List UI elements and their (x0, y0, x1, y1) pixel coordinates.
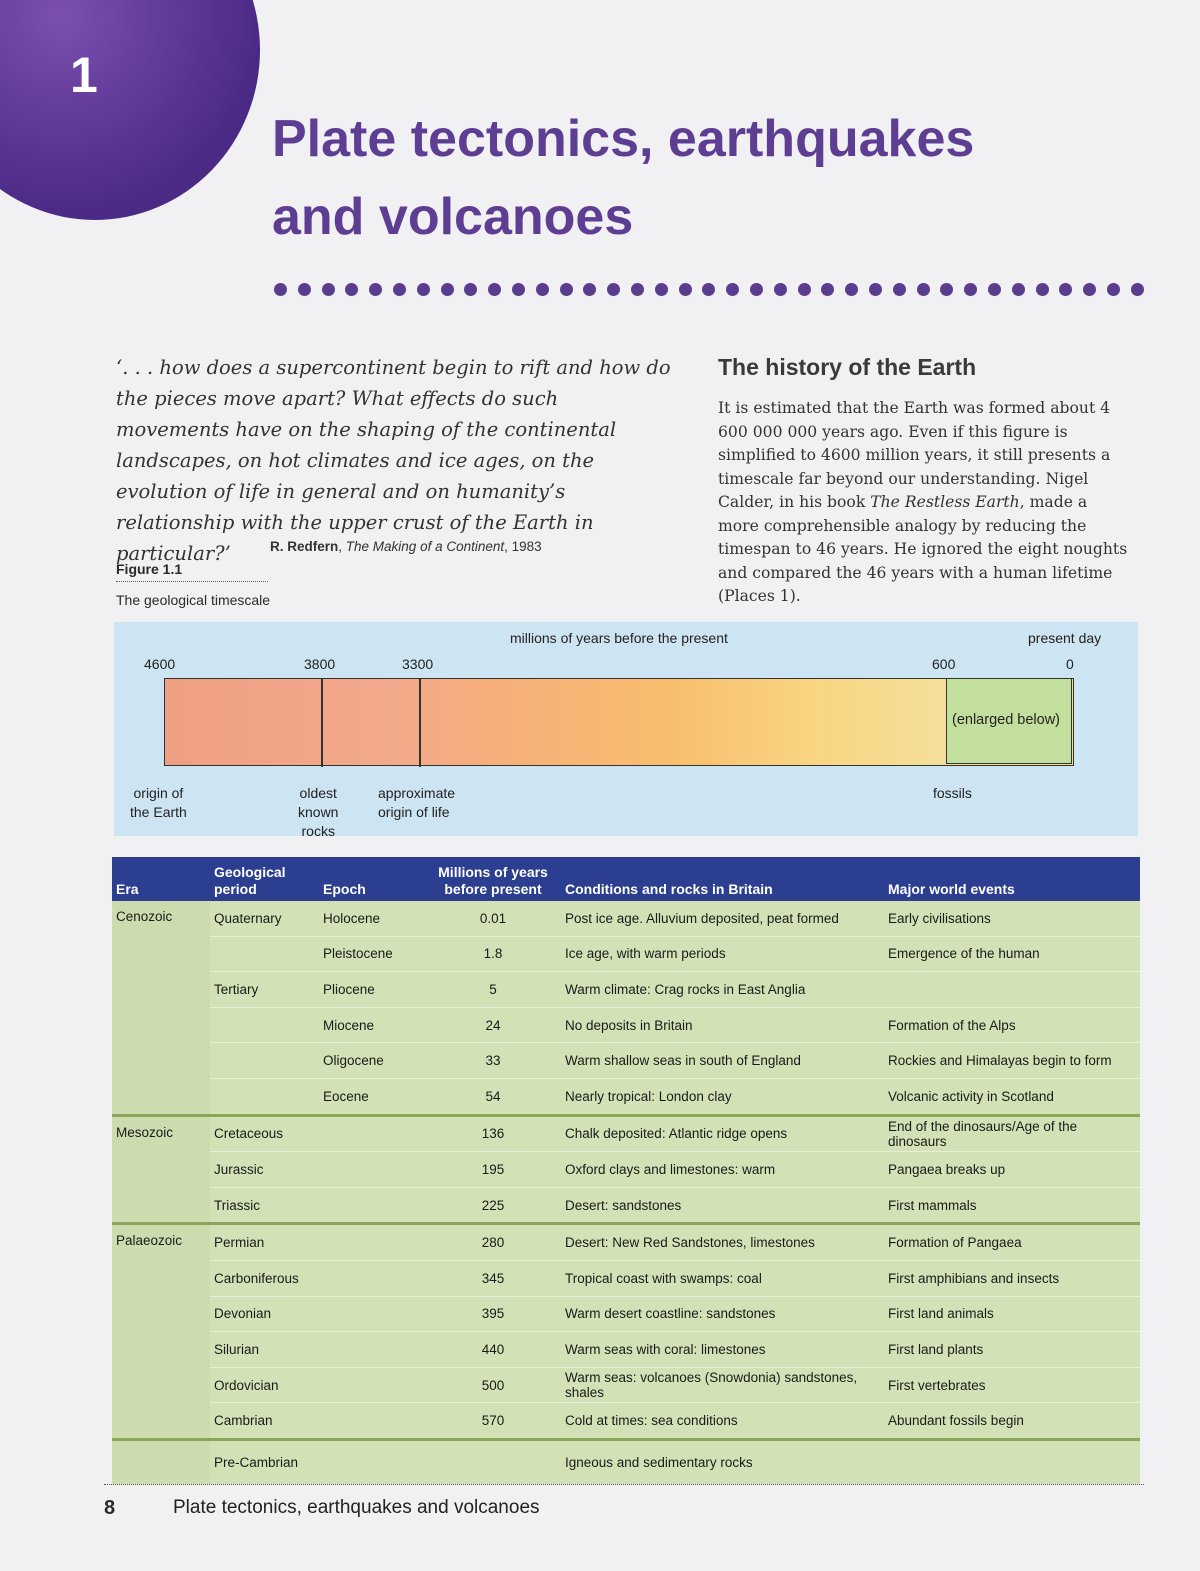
divider-dot (536, 283, 549, 296)
timescale-label-oldest-rocks (298, 784, 338, 841)
events-cell: Formation of the Alps (884, 1007, 1140, 1043)
divider-dot (393, 283, 406, 296)
epoch-cell (319, 1187, 425, 1224)
label-line: rocks (301, 823, 335, 839)
divider-dot (345, 283, 358, 296)
table-row (112, 1115, 1140, 1152)
epoch-cell (319, 1332, 425, 1368)
table-row (112, 1403, 1140, 1440)
divider-dot (607, 283, 620, 296)
geological-table (112, 857, 1140, 1485)
events-cell: First vertebrates (884, 1367, 1140, 1403)
chapter-badge (0, 0, 260, 220)
divider-dot (464, 283, 477, 296)
divider-dot (1131, 283, 1144, 296)
mya-cell: 33 (425, 1043, 561, 1079)
period-cell: Tertiary (210, 972, 319, 1008)
divider-dot (1107, 283, 1120, 296)
divider-dot (583, 283, 596, 296)
conditions-cell: Warm seas: volcanoes (Snowdonia) sandstones, shales (561, 1367, 884, 1403)
mya-cell: 5 (425, 972, 561, 1008)
chapter-title-line-1: Plate tectonics, earthquakes (272, 110, 975, 168)
column-header-era: Era (112, 857, 210, 901)
header-line: before present (444, 881, 542, 897)
column-header-epoch: Epoch (319, 857, 425, 901)
table-row (112, 1296, 1140, 1332)
table-row (112, 1332, 1140, 1368)
chapter-number: 1 (70, 47, 98, 103)
period-cell: Carboniferous (210, 1260, 319, 1296)
divider-dot (750, 283, 763, 296)
table-row (112, 1224, 1140, 1261)
divider-dot (655, 283, 668, 296)
divider-dot (964, 283, 977, 296)
conditions-cell: Warm seas with coral: limestones (561, 1332, 884, 1368)
mya-cell: 570 (425, 1403, 561, 1440)
period-cell (210, 936, 319, 972)
mya-cell: 395 (425, 1296, 561, 1332)
period-cell (210, 1078, 319, 1115)
era-cell: Palaeozoic (112, 1224, 210, 1440)
column-header-conditions: Conditions and rocks in Britain (561, 857, 884, 901)
period-cell: Permian (210, 1224, 319, 1261)
label-line: origin of life (378, 804, 450, 820)
epoch-cell (319, 1296, 425, 1332)
table-row (112, 1187, 1140, 1224)
mya-cell: 136 (425, 1115, 561, 1152)
table-header-row (112, 857, 1140, 901)
divider-dot (679, 283, 692, 296)
timescale-label-fossils: fossils (933, 785, 972, 801)
epoch-cell: Eocene (319, 1078, 425, 1115)
figure-label: Figure 1.1 (116, 561, 268, 582)
label-line: origin of (133, 785, 184, 801)
events-cell: Pangaea breaks up (884, 1152, 1140, 1188)
timescale-tick: 0 (1066, 656, 1074, 672)
table-row (112, 1439, 1140, 1484)
divider-dot (845, 283, 858, 296)
epoch-cell: Oligocene (319, 1043, 425, 1079)
mya-cell: 0.01 (425, 901, 561, 936)
events-cell: Rockies and Himalayas begin to form (884, 1043, 1140, 1079)
mya-cell: 1.8 (425, 936, 561, 972)
geological-timescale-figure (114, 622, 1138, 839)
timescale-bar (164, 678, 1074, 766)
events-cell: Early civilisations (884, 901, 1140, 936)
label-line: the Earth (130, 804, 187, 820)
epoch-cell (319, 1439, 425, 1484)
conditions-cell: Desert: New Red Sandstones, limestones (561, 1224, 884, 1261)
figure-caption: The geological timescale (116, 592, 271, 608)
header-line: Millions of years (438, 864, 548, 880)
epoch-cell: Pliocene (319, 972, 425, 1008)
divider-dot (369, 283, 382, 296)
period-cell: Cambrian (210, 1403, 319, 1440)
conditions-cell: Oxford clays and limestones: warm (561, 1152, 884, 1188)
column-header-mya (425, 857, 561, 901)
divider-dot (1012, 283, 1025, 296)
epoch-cell: Pleistocene (319, 936, 425, 972)
divider-dot (726, 283, 739, 296)
footer-rule (104, 1484, 1144, 1485)
events-cell: First mammals (884, 1187, 1140, 1224)
header-line: period (214, 881, 257, 897)
mya-cell: 440 (425, 1332, 561, 1368)
epoch-cell: Holocene (319, 901, 425, 936)
divider-dot (631, 283, 644, 296)
era-cell: Mesozoic (112, 1115, 210, 1224)
epoch-cell (319, 1367, 425, 1403)
events-cell: First land animals (884, 1296, 1140, 1332)
epoch-cell (319, 1403, 425, 1440)
timescale-divider (321, 678, 323, 767)
divider-dot (821, 283, 834, 296)
timescale-present-label: present day (1028, 630, 1102, 646)
conditions-cell: Ice age, with warm periods (561, 936, 884, 972)
divider-dot (702, 283, 715, 296)
divider-dot (488, 283, 501, 296)
column-header-period (210, 857, 319, 901)
mya-cell (425, 1439, 561, 1484)
epoch-cell (319, 1260, 425, 1296)
period-cell: Devonian (210, 1296, 319, 1332)
mya-cell: 195 (425, 1152, 561, 1188)
conditions-cell: Cold at times: sea conditions (561, 1403, 884, 1440)
divider-dot (1083, 283, 1096, 296)
conditions-cell: Warm desert coastline: sandstones (561, 1296, 884, 1332)
label-line: approximate (378, 785, 456, 801)
page-number: 8 (104, 1497, 116, 1519)
period-cell (210, 1043, 319, 1079)
table-row (112, 1007, 1140, 1043)
running-head: Plate tectonics, earthquakes and volcanoes (173, 1497, 540, 1518)
quote-year: , 1983 (504, 539, 542, 554)
events-cell: Formation of Pangaea (884, 1224, 1140, 1261)
quote-separator: , (338, 539, 346, 554)
divider-dot (893, 283, 906, 296)
events-cell: Emergence of the human (884, 936, 1140, 972)
conditions-cell: Warm climate: Crag rocks in East Anglia (561, 972, 884, 1008)
conditions-cell: No deposits in Britain (561, 1007, 884, 1043)
mya-cell: 500 (425, 1367, 561, 1403)
conditions-cell: Desert: sandstones (561, 1187, 884, 1224)
timescale-enlarged-label: (enlarged below) (952, 712, 1061, 728)
events-cell (884, 972, 1140, 1008)
events-cell: First amphibians and insects (884, 1260, 1140, 1296)
quote-author: R. Redfern (270, 539, 339, 554)
divider-dot (417, 283, 430, 296)
timescale-tick: 3300 (402, 656, 434, 672)
chapter-title-line-2: and volcanoes (272, 188, 634, 246)
table-row (112, 936, 1140, 972)
divider-dot (560, 283, 573, 296)
section-body (718, 397, 1130, 609)
column-header-events: Major world events (884, 857, 1140, 901)
timescale-label-origin-earth (130, 784, 187, 822)
conditions-cell: Post ice age. Alluvium deposited, peat formed (561, 901, 884, 936)
events-cell: End of the dinosaurs/Age of the dinosaurs (884, 1115, 1140, 1152)
divider-dot (940, 283, 953, 296)
timescale-label-origin-life (378, 784, 455, 822)
epoch-cell: Miocene (319, 1007, 425, 1043)
mya-cell: 24 (425, 1007, 561, 1043)
table-row (112, 1078, 1140, 1115)
table-row (112, 1367, 1140, 1403)
mya-cell: 54 (425, 1078, 561, 1115)
timescale-tick: 4600 (144, 656, 176, 672)
divider-dot (917, 283, 930, 296)
label-line: known (298, 804, 339, 820)
mya-cell: 345 (425, 1260, 561, 1296)
table-row (112, 1260, 1140, 1296)
period-cell: Quaternary (210, 901, 319, 936)
period-cell: Jurassic (210, 1152, 319, 1188)
period-cell: Pre-Cambrian (210, 1439, 319, 1484)
conditions-cell: Warm shallow seas in south of England (561, 1043, 884, 1079)
period-cell (210, 1007, 319, 1043)
timescale-tick: 600 (932, 656, 956, 672)
period-cell: Cretaceous (210, 1115, 319, 1152)
chapter-title (272, 100, 974, 256)
conditions-cell: Igneous and sedimentary rocks (561, 1439, 884, 1484)
events-cell: First land plants (884, 1332, 1140, 1368)
events-cell (884, 1439, 1140, 1484)
divider-dot (322, 283, 335, 296)
divider-dot (798, 283, 811, 296)
epoch-cell (319, 1152, 425, 1188)
table-row (112, 1043, 1140, 1079)
divider-dot (441, 283, 454, 296)
timescale-tick: 3800 (304, 656, 336, 672)
period-cell: Triassic (210, 1187, 319, 1224)
divider-dot (512, 283, 525, 296)
header-line: Geological (214, 864, 286, 880)
divider-dot (774, 283, 787, 296)
section-body-text-1: It is estimated that the Earth was formed about 4 600 000 000 years ago. Even if this figure is simplified to 4600 million years, it still presents a timescale far beyond our understanding. Nigel Calder, in his book (718, 399, 1111, 511)
timescale-divider (419, 678, 421, 767)
conditions-cell: Chalk deposited: Atlantic ridge opens (561, 1115, 884, 1152)
events-cell: Abundant fossils begin (884, 1403, 1140, 1440)
mya-cell: 280 (425, 1224, 561, 1261)
dotted-divider (274, 283, 1144, 296)
quote-book: The Making of a Continent (345, 539, 505, 554)
divider-dot (1059, 283, 1072, 296)
divider-dot (1036, 283, 1049, 296)
divider-dot (274, 283, 287, 296)
era-cell: Cenozoic (112, 901, 210, 1115)
conditions-cell: Tropical coast with swamps: coal (561, 1260, 884, 1296)
period-cell: Ordovician (210, 1367, 319, 1403)
divider-dot (988, 283, 1001, 296)
conditions-cell: Nearly tropical: London clay (561, 1078, 884, 1115)
mya-cell: 225 (425, 1187, 561, 1224)
section-body-text-2: , made a more comprehensible analogy by reducing the timespan to 46 years. He ignored the eight noughts and compared the 46 years with a human lifetime (Places 1). (718, 493, 1128, 605)
section-heading: The history of the Earth (718, 354, 977, 380)
table-row (112, 1152, 1140, 1188)
label-line: oldest (299, 785, 337, 801)
table-row (112, 972, 1140, 1008)
divider-dot (298, 283, 311, 296)
table-row (112, 901, 1140, 936)
section-body-book: The Restless Earth (870, 493, 1020, 511)
divider-dot (869, 283, 882, 296)
events-cell: Volcanic activity in Scotland (884, 1078, 1140, 1115)
epoch-cell (319, 1224, 425, 1261)
opening-quote: ‘. . . how does a supercontinent begin to rift and how do the pieces move apart? What effects do such movements have on the shaping of the continental landscapes, on hot climates and ice ages, on the evolution of life in general and on humanity’s relationship with the upper crust of the Earth in particular?’ (116, 356, 671, 565)
era-cell (112, 1439, 210, 1484)
quote-attribution (270, 539, 542, 554)
period-cell: Silurian (210, 1332, 319, 1368)
epoch-cell (319, 1115, 425, 1152)
timescale-heading: millions of years before the present (510, 630, 728, 646)
